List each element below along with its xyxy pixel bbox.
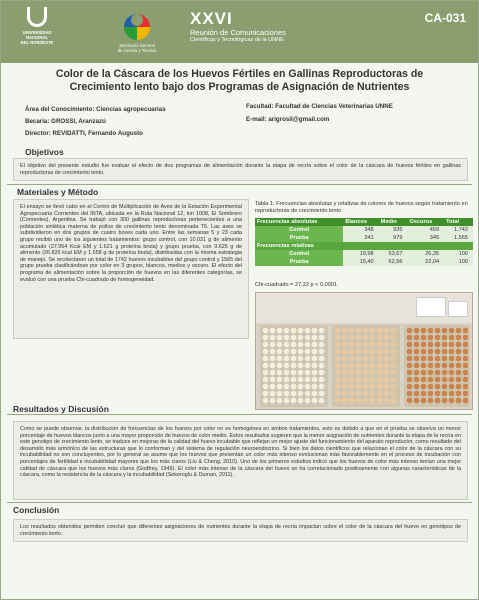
conclusion-title: Conclusión — [13, 505, 60, 515]
egg-trays-photo — [255, 292, 473, 410]
table-cell: 53,67 — [379, 250, 408, 258]
table-header-cell: Blancos — [343, 218, 378, 226]
table-cell: 979 — [379, 234, 408, 242]
table-cell: 1.565 — [444, 234, 473, 242]
poster-code: CA-031 — [424, 11, 466, 25]
frequency-table — [255, 218, 473, 266]
secretaria-logo — [107, 7, 167, 53]
table-cell: 26,35 — [407, 250, 444, 258]
table-cell: 15,40 — [343, 258, 378, 266]
table-row — [255, 250, 473, 258]
white-egg-tray — [260, 325, 328, 407]
table-cell: 100 — [444, 258, 473, 266]
table-subheader-row — [255, 242, 473, 250]
objetivos-text: El objetivo del presente estudio fue evaluar el efecto de dos programas de alimentación durante la etapa de recría sobre el color de la cáscara de huevos fértiles en gallinas reproductoras de crecimiento lento. — [20, 163, 461, 176]
secretaria-name-line: Secretaría General — [119, 43, 155, 48]
table-cell: 345 — [407, 234, 444, 242]
photo-label-card — [416, 297, 446, 317]
divider — [7, 414, 472, 415]
table-cell: 19,98 — [343, 250, 378, 258]
university-name-line: DEL NORDESTE — [20, 40, 54, 45]
table-cell: Control — [255, 226, 343, 234]
table-subheader-cell: Frecuencias relativas — [255, 242, 343, 250]
dark-egg-tray — [404, 325, 470, 407]
director-field: Director: REVIDATTI, Fernando Augusto — [25, 130, 143, 137]
area-field: Área del Conocimiento: Ciencias agropecuarias — [25, 106, 166, 113]
table-cell: Control — [255, 250, 343, 258]
table-row — [255, 258, 473, 266]
photo-label-card — [448, 301, 468, 317]
egg-grid — [262, 327, 326, 405]
reunion-number: XXVI — [190, 9, 233, 28]
title-line: Color de la Cáscara de los Huevos Fértiles en Gallinas Reproductoras de — [55, 68, 424, 80]
materiales-title: Materiales y Método — [17, 187, 99, 197]
table-cell: Prueba — [255, 234, 343, 242]
email-field: E-mail: arigrosil@gmail.com — [246, 116, 330, 123]
chi-square-result: Chi-cuadrado = 27,22 p < 0,0001 — [255, 282, 338, 288]
header-banner — [1, 1, 478, 63]
reunion-subtitle: Científicas y Tecnológicas de la UNNE — [190, 37, 284, 43]
table-header-cell: Total — [444, 218, 473, 226]
divider — [7, 184, 472, 185]
table-cell: 1.742 — [444, 226, 473, 234]
university-name-line: UNIVERSIDAD — [22, 30, 52, 35]
resultados-title: Resultados y Discusión — [13, 404, 109, 414]
table-header-cell: Frecuencias absolutas — [255, 218, 343, 226]
conclusion-box — [13, 519, 468, 542]
objetivos-title: Objetivos — [25, 147, 64, 157]
materiales-text: El ensayo se llevó cabo en el Centro de Multiplicación de Aves de la Estación Experimental Agropecuaria Corrientes del INTA, ubicada en la Ruta Nacional 12, km 1008, El Sombrero (Corrientes), Argentina. Se trabajó con 300 gallinas reproductoras pertenecientes a una población sintética materna de pollos de crecimiento lento denominada T6. Las aves se subdividieron en dos grupos de cuatro boxes cada uno. Entre las semanas 5 y 23 cada grupo recibió uno de los siguientes tratamientos: grupo control, con 10.031 g de alimento acumulado (27.954 Kcal EM y 1.621 g proteína bruta) y grupo prueba, con 9.625 g de alimento (26.826 kcal EM y 1.558 g de proteína bruta), distribuidas con la misma estrategia de manejo. Se recolectaron un total de 1742 huevos incubables del grupo control y 1565 del grupo prueba clasificándose por color en 3 grupos, blancos, medios y oscuro. El efecto del programa de alimentación sobre la proporción de huevos en las diferentes categorías, se evaluó con una prueba Chi-cuadrado de homogeneidad. — [20, 204, 242, 283]
table-cell: 459 — [407, 226, 444, 234]
table-header-cell: Medio — [379, 218, 408, 226]
university-emblem-icon — [27, 7, 47, 27]
table-row — [255, 234, 473, 242]
medium-egg-tray — [332, 325, 400, 407]
table-header-row — [255, 218, 473, 226]
table-cell: 100 — [444, 250, 473, 258]
table-cell: 62,56 — [379, 258, 408, 266]
resultados-text: Como se puede observar, la distribución de frecuencias de los huevos por color no es homogénea en ambos tratamientos, esto es debido a que en el prueba se observa un menor porcentaje de huevos blancos junto a una mayor proporción de huevos de color medio. Estos resultados sugieren que la menor asignación de nutrientes durante la etapa de la recría en este genotipo de crecimiento lento, se traduce en mejoras de la calidad del huevo incubable que reflejan un mejor ajuste del funcionamiento del aparato reproductor, como resultado del desarrollo más armónico de las estructuras que lo conforman y del sistema de regulación neuroendocrino. Si bien los datos científicos que relacionan el color de la cáscara con su incubabilidad no son concluyentes, por lo general se asume que los huevos que presentan un color más intenso evolucionan más favorablemente en el proceso de incubación con porcentajes de fertilidad e incubabilidad mayores que los más claros (Liu & Cheng, 2010). Uno de los primeros estudios indicó que los huevos de color más intenso tenían una mejor calidad de cáscara que los huevos más claros (Godfrey, 1949). El color más intenso de la cáscara del huevo se ha correlacionado positivamente con algunas características de la cáscara, como la resistencia de la cáscara y la incubabilidad (Sekeroglu & Duman, 2011). — [20, 426, 461, 479]
table-cell: 935 — [379, 226, 408, 234]
conclusion-text: Los resultados obtenidos permiten concluir que diferentes asignaciones de nutrientes durante la etapa de recría impactan sobre el color de la cáscara del huevo en genotipos de crecimiento lento. — [20, 524, 461, 537]
objetivos-box — [13, 158, 468, 181]
becario-field: Becaria: GROSSI, Aranzazú — [25, 118, 106, 125]
university-logo — [7, 7, 67, 45]
egg-grid — [406, 327, 468, 405]
reunion-heading — [190, 10, 286, 44]
table-cell: 348 — [343, 226, 378, 234]
title-line: Crecimiento lento bajo dos Programas de Asignación de Nutrientes — [69, 81, 410, 93]
facultad-field: Facultad: Facultad de Ciencias Veterinarias UNNE — [246, 103, 393, 110]
table-row — [255, 226, 473, 234]
university-name-line: NACIONAL — [25, 35, 49, 40]
egg-grid — [334, 327, 398, 405]
table-caption: Tabla 1: Frecuencias absolutas y relativas de colores de huevos según tratamiento en reproductoras de crecimiento lento — [255, 201, 468, 214]
reunion-name: Reunión de Comunicaciones — [190, 28, 286, 37]
materiales-box — [13, 199, 249, 339]
table-header-cell: Oscuros — [407, 218, 444, 226]
table-cell: 241 — [343, 234, 378, 242]
divider — [7, 502, 472, 503]
resultados-box — [13, 421, 468, 500]
table-cell: 22,04 — [407, 258, 444, 266]
table-cell: Prueba — [255, 258, 343, 266]
secretaria-name-line: de Ciencia y Técnica — [117, 48, 157, 53]
secretaria-ring-icon — [124, 14, 150, 40]
poster-title — [21, 68, 458, 94]
